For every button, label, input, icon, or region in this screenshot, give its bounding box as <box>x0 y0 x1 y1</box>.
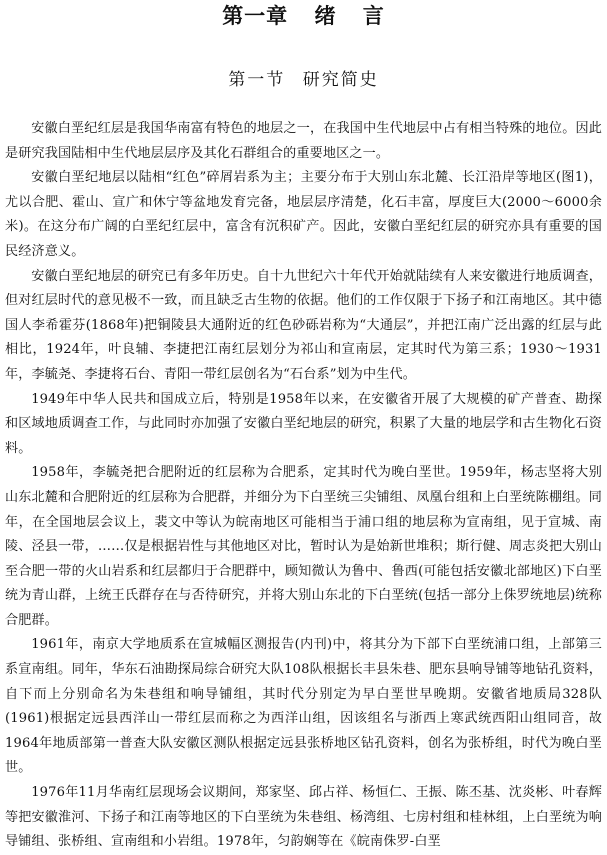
paragraph: 1976年11月华南红层现场会议期间，郑家坚、邱占祥、杨恒仁、王振、陈丕基、沈炎彬、叶春辉等把安徽淮河、下扬子和江南等地区的下白垩统为朱巷组、杨湾组、七房村组和桂林组，上白垩统为响导铺组、张桥组、宣南组和小岩组。1978年，匀韵娴等在《皖南侏罗-白垩 <box>5 785 602 850</box>
paragraph: 安徽白垩纪地层的研究已有多年历史。自十九世纪六十年代开始就陆续有人来安徽进行地质调查，但对红层时代的意见极不一致，而且缺乏古生物的依据。他们的工作仅限于下扬子和江南地区。其中德国人李希霍芬(1868年)把铜陵县大通附近的红色砂砾岩称为“大通层”，并把江南广泛出露的红层与此相比，1924年，叶良辅、李捷把江南红层划分为祁山和宣南层，定其时代为第三系；1930～1931年，李毓尧、李捷将石台、青阳一带红层创名为“石台系”划为中生代。 <box>5 268 602 382</box>
chapter-title: 第一章 绪 言 <box>222 4 385 28</box>
body-text <box>5 117 602 855</box>
paragraph: 1958年，李毓尧把合肥附近的红层称为合肥系，定其时代为晚白垩世。1959年，杨志坚将大别山东北麓和合肥附近的红层称为合肥群，并细分为下白垩统三尖铺组、凤凰台组和上白垩统陈棚组。同年，在全国地层会议上，裴文中等认为皖南地区可能相当于浦口组的地层称为宣南组，见于宣城、南陵、泾县一带，……仅是根据岩性与其他地区对比，暂时认为是始新世堆积；斯行健、周志炎把大别山至合肥一带的火山岩系和红层都归于合肥群中，顾知微认为鲁中、鲁西(可能包括安徽北部地区)下白垩统为青山群，上统王氏群存在与否待研究，并将大别山东北的下白垩统(包括一部分上侏罗统地层)统称合肥群。 <box>5 465 602 628</box>
paragraph: 安徽白垩纪地层以陆相“红色”碎屑岩系为主；主要分布于大别山东北麓、长江沿岸等地区(图1)，尤以合肥、霍山、宣广和休宁等盆地发育完备，地层层序清楚，化石丰富，厚度巨大(2000～6000余米)。在这分布广阔的白垩纪红层中，富含有沉积矿产。因此，安徽白垩纪红层的研究亦具有重要的国民经济意义。 <box>5 170 602 259</box>
paragraph: 1961年，南京大学地质系在宣城幅区测报告(内刊)中，将其分为下部下白垩统浦口组，上部第三系宣南组。同年，华东石油勘探局综合研究大队108队根据长丰县朱巷、肥东县响导铺等地钻孔资料，自下而上分别命名为朱巷组和响导铺组，其时代分别定为早白垩世早晚期。安徽省地质局328队(1961)根据定远县西洋山一带红层而称之为西洋山组，因该组名与浙西上寒武统西阳山组同音，故1964年地质部第一普查大队安徽区测队根据定远县张桥地区钻孔资料，创名为张桥组，时代为晚白垩世。 <box>5 637 602 776</box>
paragraph: 安徽白垩纪红层是我国华南富有特色的地层之一，在我国中生代地层中占有相当特殊的地位。因此是研究我国陆相中生代地层层序及其化石群组合的重要地区之一。 <box>5 121 602 161</box>
paragraph: 1949年中华人民共和国成立后，特别是1958年以来，在安徽省开展了大规模的矿产普查、勘探和区域地质调查工作，与此同时亦加强了安徽白垩纪地层的研究，积累了大量的地层学和古生物化石资料。 <box>5 391 602 456</box>
section-title: 第一节 研究简史 <box>228 70 379 90</box>
